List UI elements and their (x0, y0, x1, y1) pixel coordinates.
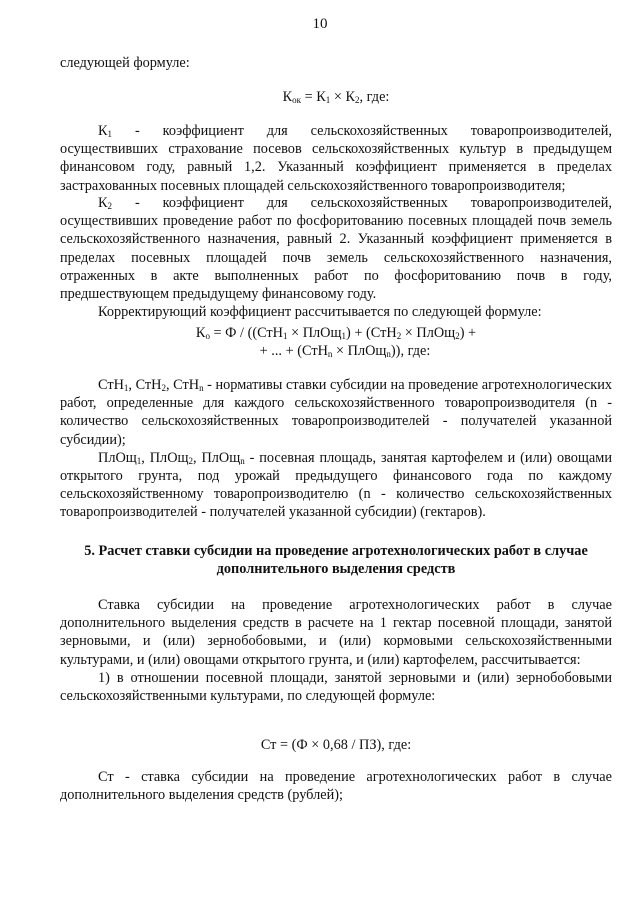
rate-block (60, 596, 612, 705)
k2-symbol: К (98, 195, 108, 211)
formula3: Ст = (Ф × 0,68 / ПЗ), где: (260, 737, 412, 753)
k2-definition (60, 194, 612, 321)
formula-k-o (60, 324, 612, 360)
formula-st (60, 736, 612, 754)
correction-intro: Корректирующий коэффициент рассчитывается по следующей формуле: (98, 304, 542, 321)
rate-paragraph: Ставка субсидии на проведение агротехнологических работ в случае дополнительного выделения средств в расчете на 1 гектар посевной площади, занятой зерновыми, и (или) зернобобовыми, и (или) кормовыми сельскохозяйственными культурами, и (или) овощами открытого грунта, и (или) картофелем, рассчитывается: (60, 597, 612, 668)
k2-text: - коэффициент для сельскохозяйственных товаропроизводителей, осуществивших проведение работ по фосфоритованию посевных площадей почв земель сельскохозяйственного назначения, равный 2. Указанный коэффициент применяется в пределах посевных площадей почв земель сельскохозяйственного назначения, отраженных в акте выполненных работ по фосфоритованию почв в году, предшествующем предыдущему финансовому году. (60, 195, 612, 303)
k1-sub: 1 (107, 129, 113, 139)
k1-definition (60, 122, 612, 195)
formula-k-ok (60, 88, 612, 106)
formula1-m2: × К (330, 89, 355, 105)
k1-symbol: К (98, 123, 108, 139)
formula2-line1: $К_о = Ф / ((СтН_1$ × ПлОщ$_1$) + (СтН$_2$ × ПлОщ$_2$) + (195, 325, 477, 341)
intro-block (60, 54, 612, 72)
formula1-lhs-sub: ок (292, 95, 301, 105)
stn-definition: СтН$_1$, СтН$_2$, СтН$_n$ - нормативы ставки субсидии на проведение агротехнологических работ, определенные для каждого сельскохозяйственного товаропроизводителя (n - количество сельскохозяйственных товаропроизводителей - получателей указанной субсидии); ПлОщ$_1$, ПлОщ$_2$, ПлОщ$_n$ - посевная площадь, занятая картофелем и (или) овощами открытого грунта, под урожай предыдущего финансового года по каждому сельскохозяйственному товаропроизводителю (n - количество сельскохозяйственных товаропроизводителей - получателей указанной субсидии) (гектаров). (60, 377, 612, 521)
intro-text: следующей формуле: (60, 55, 190, 71)
stn-text: - нормативы ставки субсидии на проведение агротехнологических работ, определенные для каждого сельскохозяйственного товаропроизводителя (n - количество сельскохозяйственных товаропроизводителей - получателей указанной субсидии); (60, 377, 612, 448)
formula1-tail: , где: (359, 89, 390, 105)
st-definition (60, 768, 612, 804)
k2-sub: 2 (107, 201, 113, 211)
page-number: 10 (312, 16, 328, 32)
st-text: Ст - ставка субсидии на проведение агротехнологических работ в случае дополнительного выделения средств (рублей); (60, 769, 612, 804)
section-5 (60, 542, 612, 578)
plosh-text: - посевная площадь, занятая картофелем и (или) овощами открытого грунта, под урожай предыдущего финансового года по каждому сельскохозяйственному товаропроизводителю (n - количество сельскохозяйственных товаропроизводителей - получателей указанной субсидии) (гектаров). (60, 449, 612, 521)
k1-text: - коэффициент для сельскохозяйственных товаропроизводителей, осуществивших страхование посевов сельскохозяйственных культур в предыдущем финансовом году, равный 1,2. Указанный коэффициент применяется в пределах застрахованных посевных площадей сельскохозяйственного товаропроизводителя; (60, 123, 612, 194)
formula1-m1: = К (301, 89, 326, 105)
formula2-line2: + ... + (СтН$_n$ × ПлОщ$_n$)), где: (259, 343, 431, 360)
item-1: 1) в отношении посевной площади, занятой зерновыми и (или) зернобобовыми сельскохозяйственными культурами, по следующей формуле: (60, 669, 612, 705)
formula1-s2: 2 (355, 95, 360, 105)
section-heading: 5. Расчет ставки субсидии на проведение агротехнологических работ в случае дополнительного выделения средств (84, 543, 588, 578)
formula1-lhs: К (282, 89, 293, 105)
formula1-s1: 1 (325, 95, 331, 105)
